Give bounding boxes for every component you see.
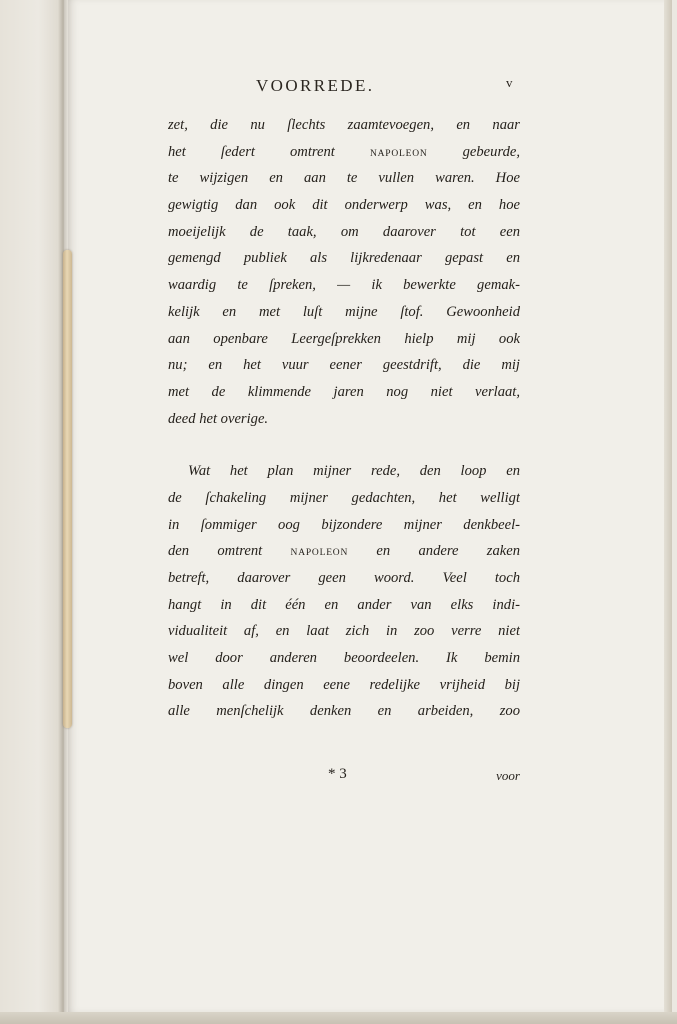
text-line: gewigtig dan ook dit onderwerp was, en hoe — [168, 197, 520, 214]
page-header — [256, 76, 526, 98]
signature-mark: * 3 — [328, 766, 347, 782]
text-line: betreft, daarover geen woord. Veel toch — [168, 570, 520, 586]
paragraph-1 — [168, 112, 520, 432]
text-line: kelijk en met luſt mijne ſtof. Gewoonheid — [168, 303, 520, 320]
body-text — [168, 112, 520, 725]
text-line: boven alle dingen eene redelijke vrijheid bij — [168, 676, 520, 693]
text-line: gemengd publiek als lijkredenaar gepast en — [168, 250, 520, 267]
binding-strip — [63, 250, 72, 728]
text-line: hangt in dit één en ander van elks indi- — [168, 596, 520, 613]
text-line: deed het overige. — [168, 410, 269, 427]
left-page-edge — [0, 0, 64, 1012]
header-signature: v — [506, 75, 513, 90]
text-line: nu; en het vuur eener geestdrift, die mij — [168, 357, 520, 374]
text-line: zet, die nu ſlechts zaamtevoegen, en naar — [168, 117, 520, 133]
text-line: aan openbare Leergeſprekken hielp mij ook — [168, 330, 520, 347]
text-line: alle menſchelijk denken en arbeiden, zoo — [168, 703, 520, 720]
text-line: met de klimmende jaren nog niet verlaat, — [168, 383, 520, 400]
scan-bottom-edge — [0, 1012, 677, 1024]
text-line: moeijelijk de taak, om daarover tot een — [168, 223, 520, 240]
text-line: waardig te ſpreken, — ik bewerkte gemak- — [168, 277, 520, 294]
page-footer — [168, 766, 520, 790]
page-edge — [664, 0, 672, 1024]
paragraph-gap — [168, 432, 520, 458]
name-napoleon: NAPOLEON — [290, 548, 349, 559]
text-line: vidualiteit af, en laat zich in zoo verre niet — [168, 623, 520, 640]
paragraph-2 — [168, 458, 520, 725]
text-line: wel door anderen beoordeelen. Ik bemin — [168, 650, 520, 667]
text-line: de ſchakeling mijner gedachten, het welligt — [168, 489, 520, 506]
text-line: te wijzigen en aan te vullen waren. Hoe — [168, 170, 520, 187]
catchword: voor — [496, 768, 520, 783]
text-line: het ſedert omtrent NAPOLEON gebeurde, — [168, 143, 520, 160]
name-napoleon: NAPOLEON — [369, 148, 428, 159]
text-line: Wat het plan mijner rede, den loop en — [188, 463, 520, 480]
text-line: in ſommiger oog bijzondere mijner denkbeel- — [168, 516, 520, 533]
running-title: VOORREDE. — [256, 76, 375, 95]
text-line: den omtrent NAPOLEON en andere zaken — [168, 543, 520, 560]
